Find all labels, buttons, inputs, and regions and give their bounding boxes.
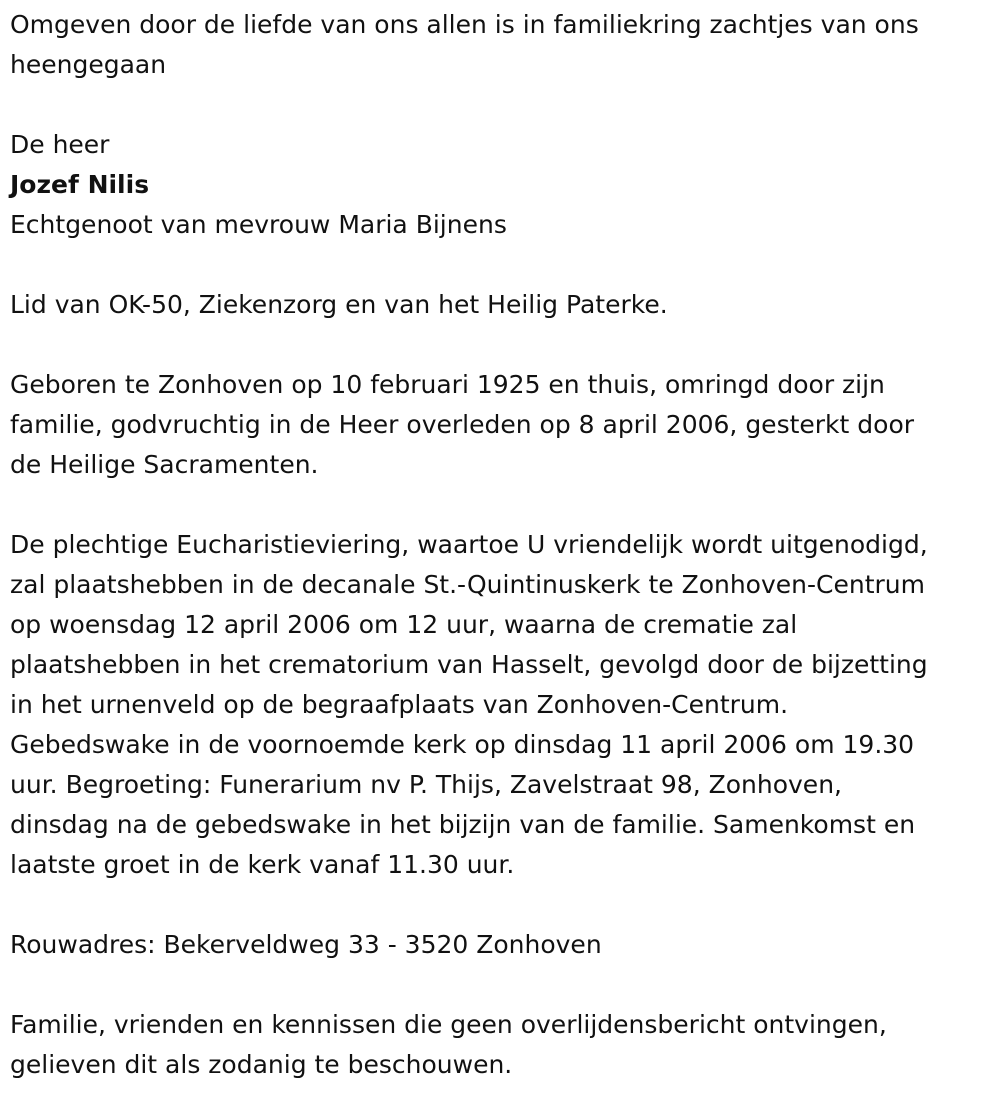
ceremony-text: De plechtige Eucharistieviering, waartoe U vriendelijk wordt uitgenodigd, zal plaatshebben in de decanale St.-Quintinuskerk te Zonhoven-Centrum op woensdag 12 april 2006 om 12 uur, waarna de crematie zal plaatshebben in het crematorium van Hasselt, gevolgd door de bijzetting in het urnenveld op de begraafplaats van Zonhoven-Centrum. Gebedswake in de voornoemde kerk op dinsdag 11 april 2006 om 19.30 uur. Begroeting: Funerarium nv P. Thijs, Zavelstraat 98, Zonhoven, dinsdag na de gebedswake in het bijzijn van de familie. Samenkomst en laatste groet in de kerk vanaf 11.30 uur. xyxy=(10,530,928,879)
salutation: De heer xyxy=(10,130,110,159)
mourning-address: Rouwadres: Bekerveldweg 33 - 3520 Zonhoven xyxy=(10,930,602,959)
memberships-text: Lid van OK-50, Ziekenzorg en van het Heilig Paterke. xyxy=(10,290,668,319)
closing-text: Familie, vrienden en kennissen die geen overlijdensbericht ontvingen, gelieven dit als zodanig te beschouwen. xyxy=(10,1010,887,1079)
deceased-name: Jozef Nilis xyxy=(10,170,150,199)
birth-death-text: Geboren te Zonhoven op 10 februari 1925 en thuis, omringd door zijn familie, godvruchtig in de Heer overleden op 8 april 2006, gesterkt door de Heilige Sacramenten. xyxy=(10,370,915,479)
spouse-line: Echtgenoot van mevrouw Maria Bijnens xyxy=(10,210,507,239)
intro-text: Omgeven door de liefde van ons allen is in familiekring zachtjes van ons heengegaan xyxy=(10,10,919,79)
